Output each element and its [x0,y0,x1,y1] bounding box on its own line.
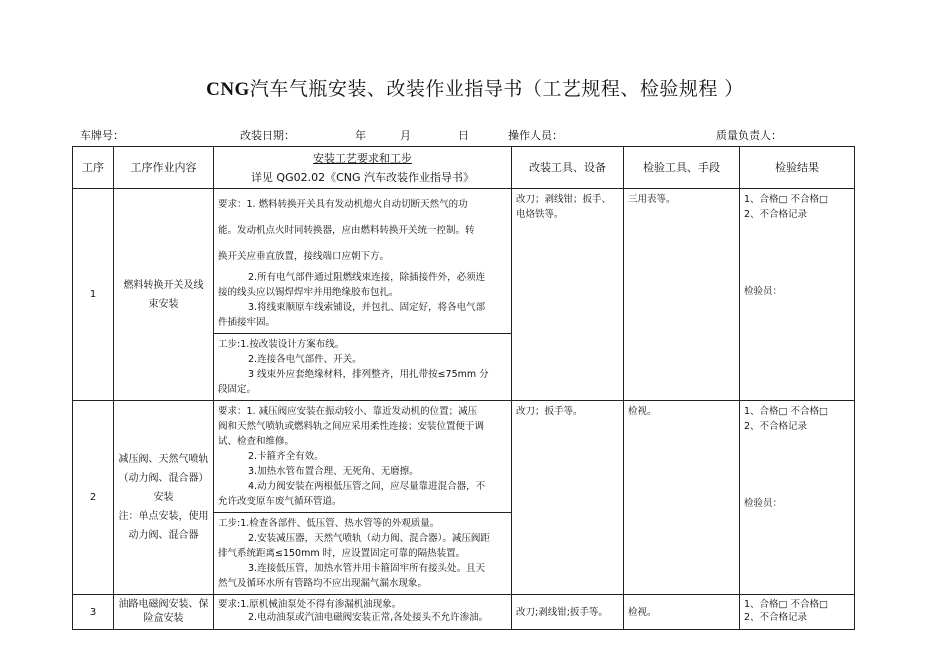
header-tools: 改装工具、设备 [512,147,624,189]
req-line: 2.电动油泵或汽油电磁阀安装正常,各处接头不允许渗油。 [248,612,489,623]
row-result [740,189,855,401]
req-line: 试、检查和维修。 [218,436,295,447]
row-requirements [214,401,512,513]
row-tools: 改刀；扳手等。 [512,401,624,595]
row-requirements [214,595,512,630]
header-result: 检验结果 [740,147,855,189]
row-step-no: 1 [73,189,114,401]
row-content-line: 减压阀、天然气喷轨 [118,454,209,465]
row-content-line: 燃料转换开关及线 [123,279,204,291]
title-rest: 汽车气瓶安装、改装作业指导书（工艺规程、检验规程 ） [249,78,744,100]
header-content: 工序作业内容 [114,147,214,189]
row-content [114,189,214,401]
step-line: 3.连接低压管，加热水管并用卡箍固牢所有接头处。且天 [248,563,486,574]
table-row [73,401,855,513]
req-line: 3.加热水管布置合理、无死角、无磨擦。 [248,466,419,477]
result-line: 2、不合格记录 [744,612,808,623]
step-line: 排气系统距离≤150mm 时，应设置固定可靠的隔热装置。 [218,548,466,559]
table-row [73,595,855,630]
row-steps [214,334,512,401]
qa-label: 质量负责人： [716,129,782,142]
req-line: 件插接牢固。 [218,317,276,328]
result-line: 1、合格□ 不合格□ [744,406,829,417]
row-content [114,401,214,595]
row-content-line: 安装 [153,492,174,503]
month-label: 月 [400,129,411,142]
header-requirements [214,147,512,189]
day-label: 日 [458,129,469,142]
table-row [73,189,855,334]
row-content-line: 束安装 [148,298,179,310]
row-step-no: 3 [73,595,114,630]
req-line: 阀和天然气喷轨或燃料轨之间应采用柔性连接；安装位置便于调 [218,421,485,432]
row-tools: 改刀；剥线钳；扳手、电烙铁等。 [512,189,624,401]
row-tools: 改刀;剥线钳;扳手等。 [512,595,624,630]
row-inspect-tools: 检视。 [624,595,740,630]
req-line: 2.所有电气部件通过阻燃线束连接，除插接件外，必须连 [248,272,486,283]
req-line: 要求：1. 减压阀应安装在振动较小、靠近发动机的位置；减压 [218,406,478,417]
header-step: 工序 [73,147,114,189]
inspector-label: 检验员： [744,286,783,297]
row-result [740,595,855,630]
row-steps [214,513,512,595]
req-line: 换开关应垂直放置，接线端口应朝下方。 [218,251,390,262]
header-req-line2: 详见 QG02.02《CNG 汽车改装作业指导书》 [250,170,475,184]
row-inspect-tools: 检视。 [624,401,740,595]
req-line: 要求:1.原机械油泵处不得有渗漏机油现象。 [218,599,402,610]
step-line: 2.连接各电气部件、开关。 [248,354,362,365]
step-line: 3 线束外应套绝缘材料，排列整齐，用扎带按≤75mm 分 [248,369,489,380]
req-line: 接的线头应以锡焊焊牢并用绝缘胶布包扎。 [218,287,399,298]
result-line: 2、不合格记录 [744,209,808,220]
req-line: 2.卡箍齐全有效。 [248,451,324,462]
result-line: 1、合格□ 不合格□ [744,599,829,610]
step-line: 工步:1.检查各部件、低压管、热水管等的外观质量。 [218,518,440,529]
step-line: 段固定。 [218,384,257,395]
inspector-label: 检验员： [744,498,783,509]
step-line: 然气及循环水所有管路均不应出现漏气漏水现象。 [218,578,428,589]
row-content-line: 险盒安装 [143,613,184,624]
req-line: 允许改变原车废气循环管道。 [218,496,342,507]
result-line: 2、不合格记录 [744,421,808,432]
operator-label: 操作人员： [508,129,563,142]
row-result [740,401,855,595]
row-inspect-tools: 三用表等。 [624,189,740,401]
header-row [73,147,855,189]
row-content-line: （动力阀、混合器） [118,473,209,484]
title-cng: CNG [206,79,250,100]
req-line: 4.动力阀安装在两根低压管之间，应尽量靠进混合器，不 [248,481,486,492]
process-table [72,146,855,630]
row-content-line: 动力阀、混合器 [128,530,199,541]
header-req-line1: 安装工艺要求和工步 [313,151,412,165]
row-requirements [214,189,512,334]
document-title [0,74,950,101]
step-line: 2.安装减压器，天然气喷轨（动力阀、混合器）。减压阀距 [248,533,490,544]
row-content [114,595,214,630]
row-content-line: 油路电磁阀安装、保 [118,599,209,610]
req-line: 3.将线束顺原车线索铺设，并包扎、固定好，将各电气部 [248,302,486,313]
row-step-no: 2 [73,401,114,595]
year-label: 年 [355,129,366,142]
req-line: 要求：1. 燃料转换开关具有发动机熄火自动切断天然气的功 [218,199,468,210]
step-line: 工步:1.按改装设计方案布线。 [218,339,345,350]
req-line: 能。发动机点火时同转换器，应由燃料转换开关统一控制。转 [218,225,475,236]
date-label: 改装日期： [240,129,295,142]
result-line: 1、合格□ 不合格□ [744,194,829,205]
plate-label: 车牌号： [80,129,124,142]
row-content-line: 注：单点安装，使用 [118,511,209,522]
header-inspect-tools: 检验工具、手段 [624,147,740,189]
